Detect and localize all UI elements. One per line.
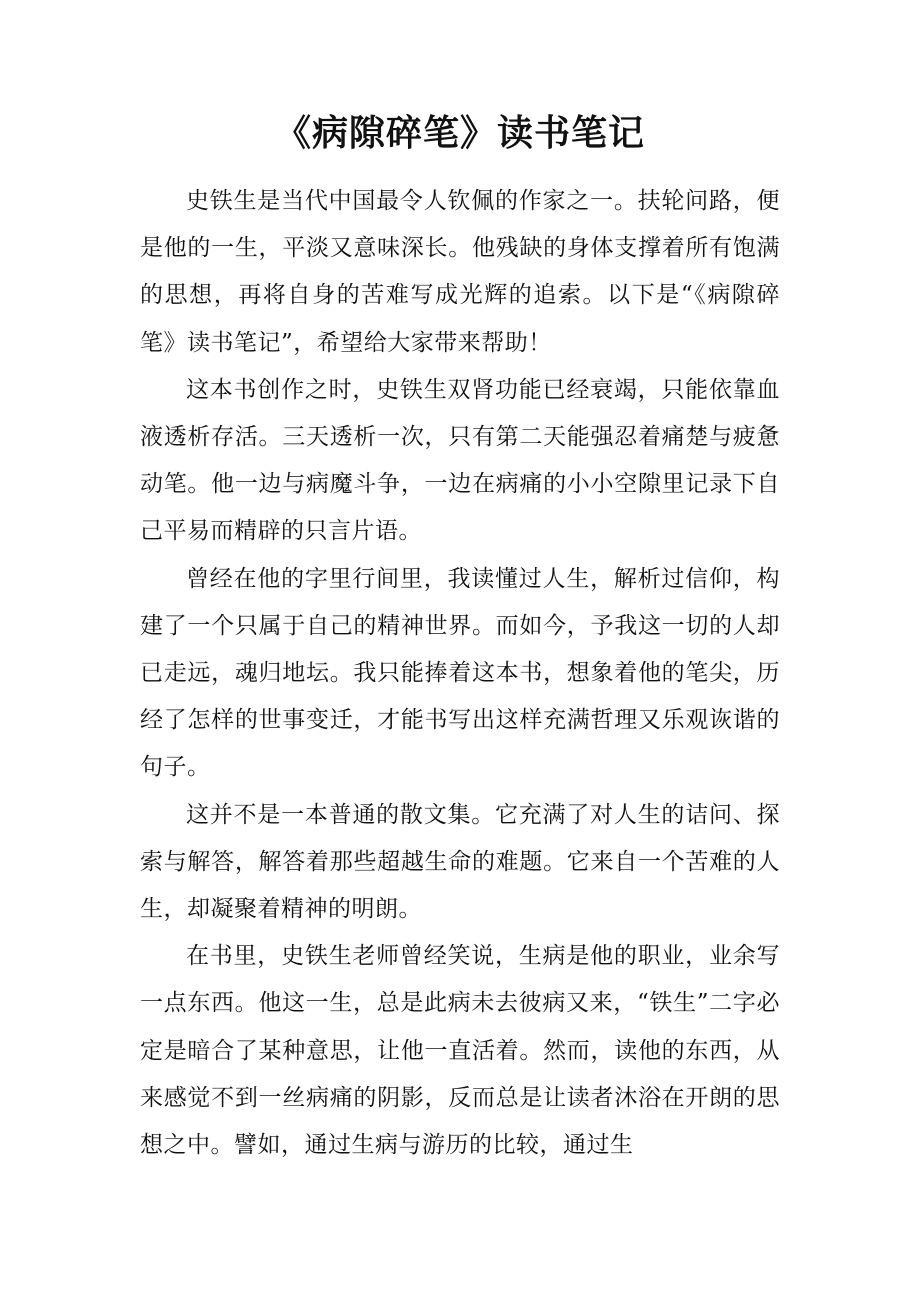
paragraph-intro: 史铁生是当代中国最令人钦佩的作家之一。扶轮问路，便是他的一生，平淡又意味深长。他残缺的身体支撑着所有饱满的思想，再将自身的苦难写成光辉的追索。以下是“《病隙碎笔》读书笔记”，希望给大家带来帮助！ <box>140 188 780 356</box>
paragraph-book-nature: 这并不是一本普通的散文集。它充满了对人生的诘问、探索与解答，解答着那些超越生命的难题。它来自一个苦难的人生，却凝聚着精神的明朗。 <box>140 801 780 923</box>
paragraph-personal-reflection: 曾经在他的字里行间里，我读懂过人生，解析过信仰，构建了一个只属于自己的精神世界。而如今，予我这一切的人却已走远，魂归地坛。我只能捧着这本书，想象着他的笔尖，历经了怎样的世事变迁，才能书写出这样充满哲理又乐观诙谐的句子。 <box>140 565 780 781</box>
document-title: 《病隙碎笔》读书笔记 <box>274 112 645 154</box>
paragraph-writing-circumstances: 这本书创作之时，史铁生双肾功能已经衰竭，只能依靠血液透析存活。三天透析一次，只有第二天能强忍着痛楚与疲惫动笔。他一边与病魔斗争，一边在病痛的小小空隙里记录下自己平易而精辟的只言片语。 <box>140 376 780 545</box>
document-body <box>140 178 780 1169</box>
paragraph-illness-as-profession: 在书里，史铁生老师曾经笑说，生病是他的职业，业余写一点东西。他这一生，总是此病未去彼病又来，“铁生”二字必定是暗合了某种意思，让他一直活着。然而，读他的东西，从来感觉不到一丝病痛的阴影，反而总是让读者沐浴在开朗的思想之中。譬如，通过生病与游历的比较，通过生 <box>140 943 780 1159</box>
